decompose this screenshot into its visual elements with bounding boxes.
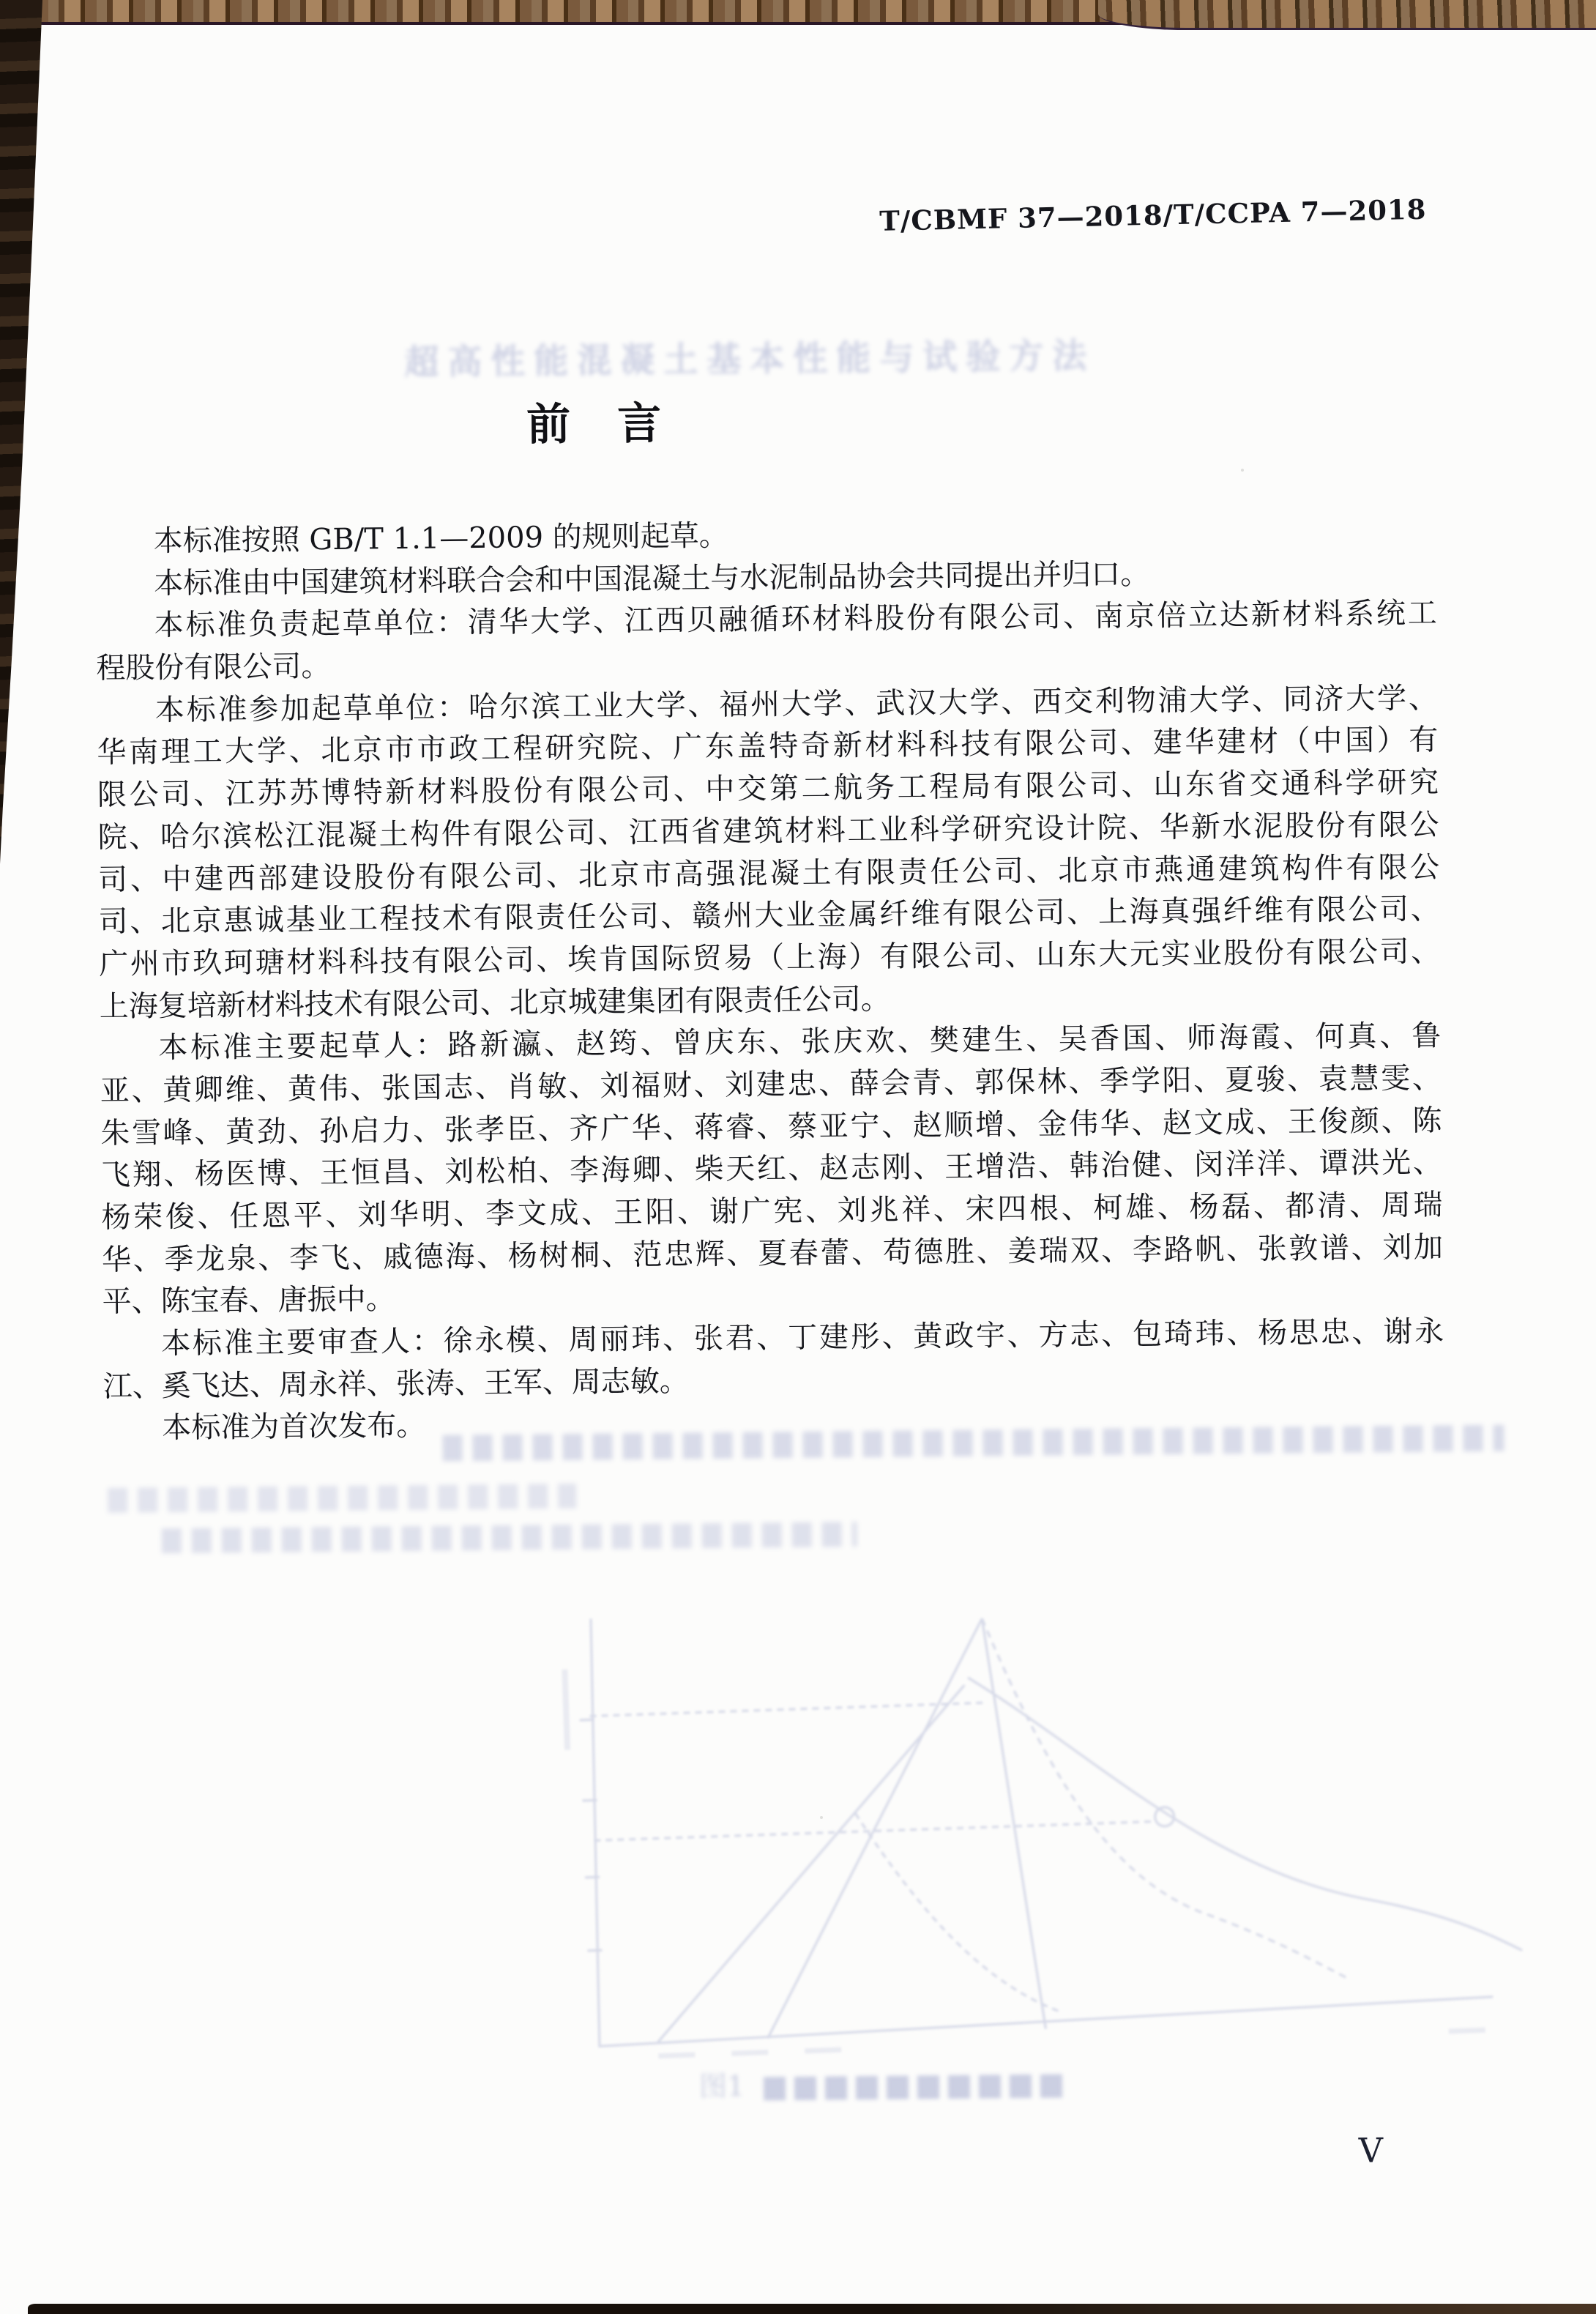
text-line: 本标准按照 GB/T 1.1—2009 的规则起草。 xyxy=(153,518,728,559)
text-line: 本标准参加起草单位：哈尔滨工业大学、福州大学、武汉大学、西交利物浦大学、同济大学、 xyxy=(154,681,1439,728)
text-line: 广州市玖珂瑭材料科技有限公司、埃肯国际贸易（上海）有限公司、山东大元实业股份有限公司、 xyxy=(99,934,1441,981)
text-line: 本标准为首次发布。 xyxy=(162,1409,426,1446)
bleed-through-figure-caption xyxy=(699,2060,1072,2104)
text-line: 司、中建西部建设股份有限公司、北京市高强混凝土有限责任公司、北京市燕通建筑构件有限公 xyxy=(97,849,1440,897)
text-line: 上海复培新材料技术有限公司、北京城建集团有限责任公司。 xyxy=(99,982,890,1024)
page-title-foreword: 前 言 xyxy=(526,398,663,451)
bleed-through-text-line xyxy=(108,1484,576,1513)
text-line: 本标准负责起草单位：清华大学、江西贝融循环材料股份有限公司、南京倍立达新材料系统工 xyxy=(154,596,1437,643)
text-line: 本标准主要审查人：徐永模、周丽玮、张君、丁建彤、黄政宇、方志、包琦玮、杨思忠、谢永 xyxy=(161,1314,1444,1361)
text-line: 本标准由中国建筑材料联合会和中国混凝土与水泥制品协会共同提出并归口。 xyxy=(154,557,1150,600)
bleed-through-caption-smear xyxy=(764,2074,1071,2100)
bleed-through-standard-title: 超高性能混凝土基本性能与试验方法 xyxy=(404,335,1096,383)
text-line: 院、哈尔滨松江混凝土构件有限公司、江西省建筑材料工业科学研究设计院、华新水泥股份有限公 xyxy=(97,808,1439,855)
page-number: V xyxy=(1358,2130,1384,2170)
dust-speck xyxy=(1241,469,1244,472)
text-line: 朱雪峰、黄劲、孙启力、张孝臣、齐广华、蒋睿、蔡亚宁、赵顺增、金伟华、赵文成、王俊颜、陈 xyxy=(100,1104,1442,1150)
text-line: 华南理工大学、北京市市政工程研究院、广东盖特奇新材料科技有限公司、建华建材（中国）有 xyxy=(97,723,1439,770)
text-line: 华、季龙泉、李飞、戚德海、杨树桐、范忠辉、夏春蕾、苟德胜、姜瑞双、李路帆、张敦谱、刘加 xyxy=(101,1230,1444,1277)
dust-speck xyxy=(307,842,310,845)
bleed-through-text-line xyxy=(162,1522,857,1553)
text-line: 江、奚飞达、周永祥、张涛、王军、周志敏。 xyxy=(102,1364,689,1404)
text-line: 限公司、江苏苏博特新材料股份有限公司、中交第二航务工程局有限公司、山东省交通科学研究 xyxy=(97,765,1439,813)
standard-code-header: T/CBMF 37—2018/T/CCPA 7—2018 xyxy=(879,193,1427,237)
text-line: 程股份有限公司。 xyxy=(96,650,331,686)
text-line: 亚、黄卿维、黄伟、张国志、肖敏、刘福财、刘建忠、薛会青、郭保林、季学阳、夏骏、袁慧雯、 xyxy=(100,1061,1442,1108)
text-line: 杨荣俊、任恩平、刘华明、李文成、王阳、谢广宪、刘兆祥、宋四根、柯雄、杨磊、都清、周瑞 xyxy=(101,1188,1443,1235)
text-line: 飞翔、杨医博、王恒昌、刘松柏、李海卿、柴天红、赵志刚、王增浩、韩治健、闵洋洋、谭洪光、 xyxy=(100,1145,1443,1193)
bleed-through-chart xyxy=(532,1549,1546,2139)
body-text xyxy=(94,508,1444,1451)
text-line: 平、陈宝春、唐振中。 xyxy=(102,1282,395,1320)
dust-speck xyxy=(820,1816,823,1819)
bleed-through-figure-caption-prefix: 图1 xyxy=(698,2069,745,2103)
text-line: 本标准主要起草人：路新瀛、赵筠、曾庆东、张庆欢、樊建生、吴香国、师海霞、何真、鲁 xyxy=(158,1019,1442,1065)
text-line: 司、北京惠诚基业工程技术有限责任公司、赣州大业金属纤维有限公司、上海真强纤维有限公司、 xyxy=(98,892,1440,940)
